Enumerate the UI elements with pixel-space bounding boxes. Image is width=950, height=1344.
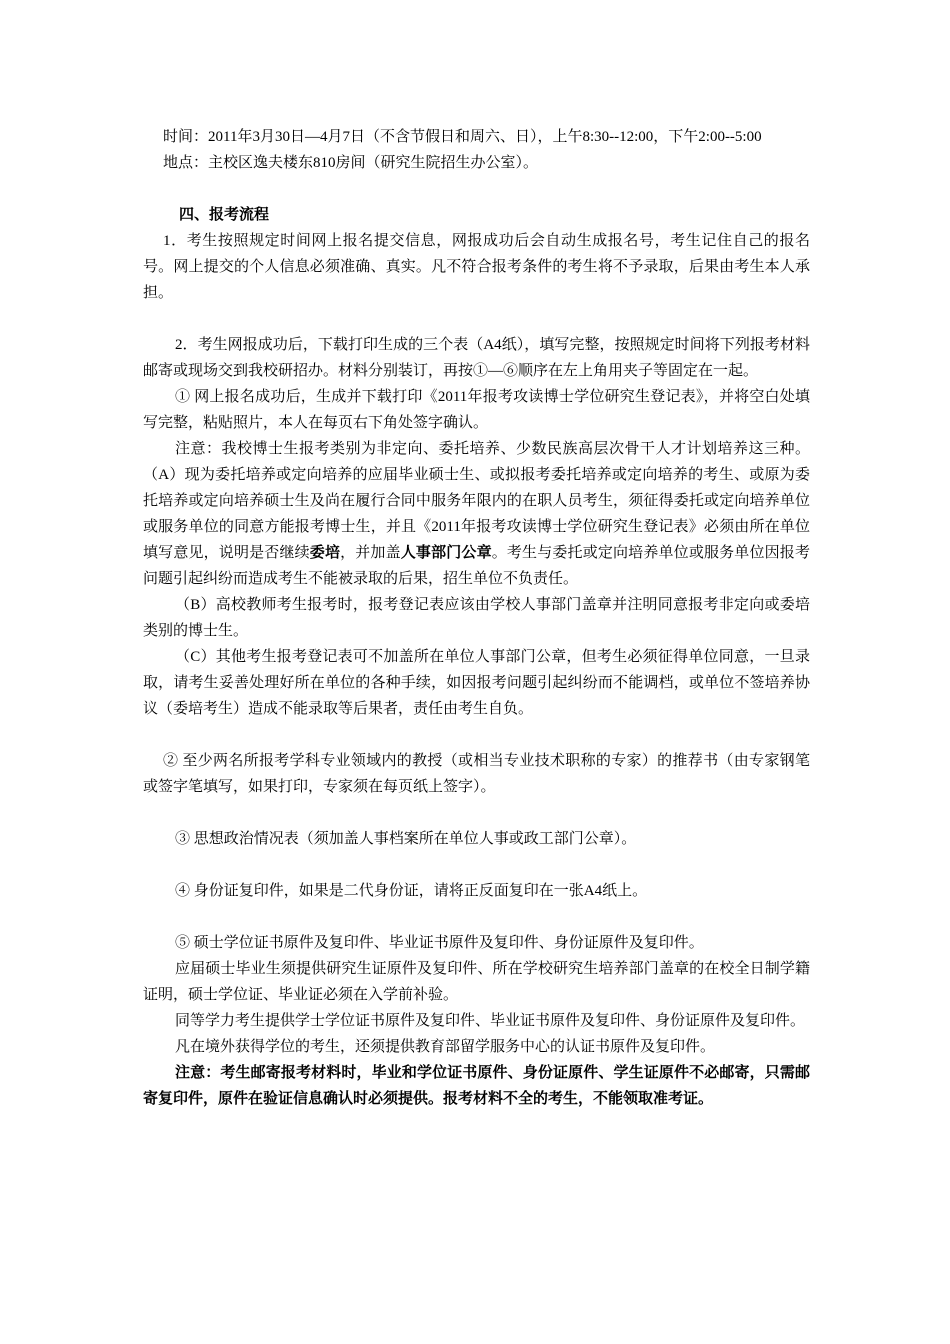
item5-equivalent-paragraph: 同等学力考生提供学士学位证书原件及复印件、毕业证书原件及复印件、身份证原件及复印件。 (175, 1013, 806, 1029)
spacer (143, 800, 810, 826)
spacer (143, 852, 810, 878)
spacer (143, 176, 810, 202)
note-a-bold-seal: 人事部门公章 (400, 545, 492, 561)
item2-paragraph: ② 至少两名所报考学科专业领域内的教授（或相当专业技术职称的专家）的推荐书（由专家钢笔或签字笔填写，如果打印，专家须在每页纸上签字）。 (143, 753, 810, 795)
note-a-paragraph (143, 436, 810, 592)
note-a-text: 。考生与委托或定向培养单位或服务单位因报考问题引起纠纷而造成考生不能被录取的后果，招生单位不负责任。 (143, 545, 810, 587)
final-note-text: 注意：考生邮寄报考材料时，毕业和学位证书原件、身份证原件、学生证原件不必邮寄，只需邮寄复印件，原件在验证信息确认时必须提供。报考材料不全的考生，不能领取准考证。 (143, 1065, 810, 1107)
location-paragraph: 地点：主校区逸夫楼东810房间（研究生院招生办公室）。 (163, 155, 539, 171)
step2-paragraph: 2．考生网报成功后，下载打印生成的三个表（A4纸），填写完整，按照规定时间将下列报考材料邮寄或现场交到我校研招办。材料分别装订，再按①—⑥顺序在左上角用夹子等固定在一起。 (143, 337, 810, 379)
item5-abroad-paragraph: 凡在境外获得学位的考生，还须提供教育部留学服务中心的认证书原件及复印件。 (175, 1039, 716, 1055)
final-note-paragraph (143, 1060, 810, 1112)
note-a-text: ，并加盖 (340, 545, 401, 561)
document-body (143, 124, 810, 1112)
item3-paragraph: ③ 思想政治情况表（须加盖人事档案所在单位人事或政工部门公章）。 (175, 831, 637, 847)
section-heading: 四、报考流程 (179, 207, 270, 223)
spacer (143, 306, 810, 332)
item5-fresh-graduate-paragraph: 应届硕士毕业生须提供研究生证原件及复印件、所在学校研究生培养部门盖章的在校全日制学籍证明，硕士学位证、毕业证必须在入学前补验。 (143, 961, 810, 1003)
note-a-text: 注意：我校博士生报考类别为非定向、委托培养、少数民族高层次骨干人才计划培养这三种。（A）现为委托培养或定向培养的应届毕业硕士生、或拟报考委托培养或定向培养的考生、或原为委托培养或定向培养硕士生及尚在履行合同中服务年限内的在职人员考生，须征得委托或定向培养单位或服务单位的同意方能报考博士生，并且《2011年报考攻读博士学位研究生登记表》必须由所在单位填写意见，说明是否继续 (143, 441, 810, 561)
step1-paragraph: 1．考生按照规定时间网上报名提交信息，网报成功后会自动生成报名号，考生记住自己的报名号。网上提交的个人信息必须准确、真实。凡不符合报考条件的考生将不予录取，后果由考生本人承担。 (143, 233, 810, 301)
item1-paragraph: ① 网上报名成功后，生成并下载打印《2011年报考攻读博士学位研究生登记表》，并将空白处填写完整，粘贴照片，本人在每页右下角处签字确认。 (143, 389, 810, 431)
note-b-paragraph: （B）高校教师考生报考时，报考登记表应该由学校人事部门盖章并注明同意报考非定向或委培类别的博士生。 (143, 597, 810, 639)
item5-paragraph: ⑤ 硕士学位证书原件及复印件、毕业证书原件及复印件、身份证原件及复印件。 (175, 935, 704, 951)
note-a-bold-entrust: 委培 (309, 545, 341, 561)
spacer (143, 904, 810, 930)
item4-paragraph: ④ 身份证复印件，如果是二代身份证，请将正反面复印在一张A4纸上。 (175, 883, 648, 899)
spacer (143, 722, 810, 748)
note-c-paragraph: （C）其他考生报考登记表可不加盖所在单位人事部门公章，但考生必须征得单位同意，一旦录取，请考生妥善处理好所在单位的各种手续，如因报考问题引起纠纷而不能调档，或单位不签培养协议（委培考生）造成不能录取等后果者，责任由考生自负。 (143, 649, 810, 717)
time-paragraph: 时间：2011年3月30日—4月7日（不含节假日和周六、日），上午8:30--12:00，下午2:00--5:00 (163, 129, 762, 145)
